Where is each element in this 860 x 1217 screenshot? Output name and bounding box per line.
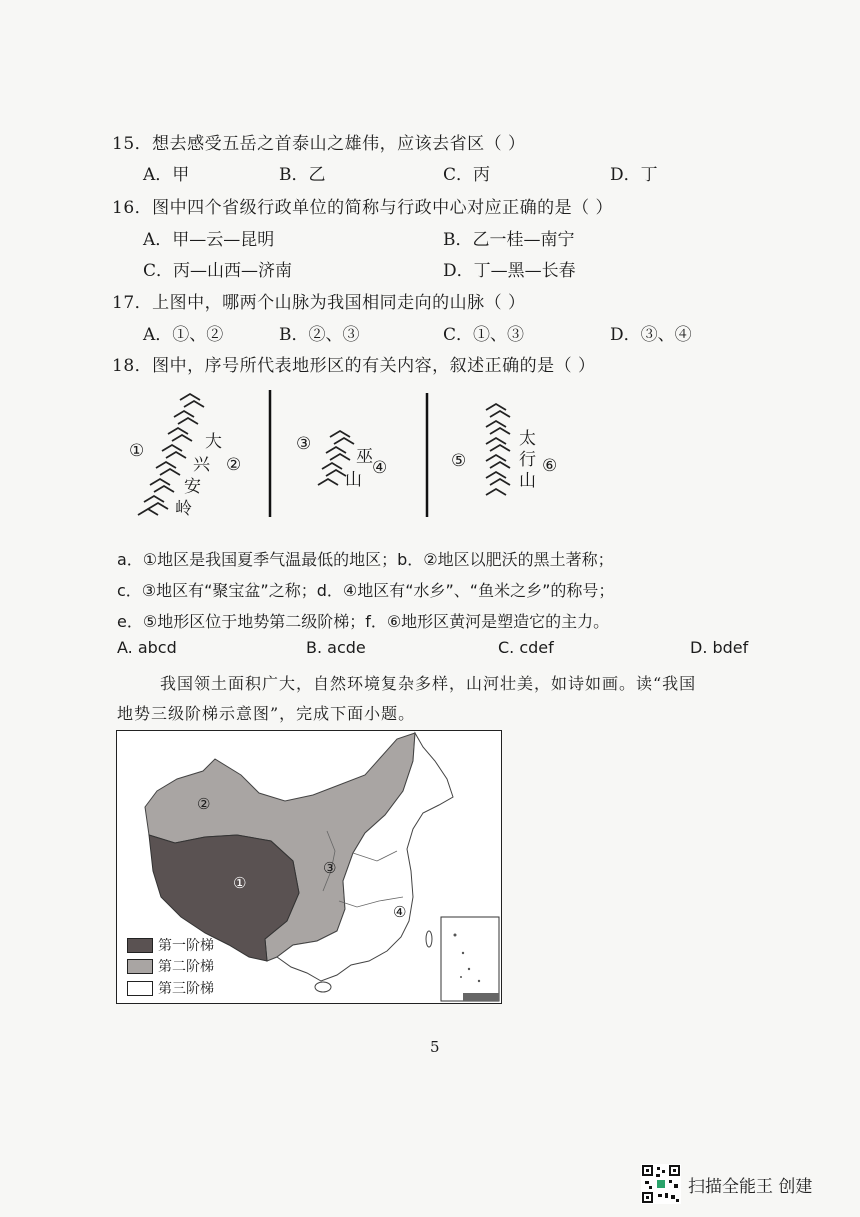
map-marker-2: ② [197,795,211,813]
label-an: 安 [184,477,201,497]
map-marker-1: ① [233,874,247,892]
label-wu: 巫 [356,447,373,467]
q15-option-c: C．丙 [443,165,491,185]
legend-swatch-step2 [127,959,153,974]
q18-statement-ef: e．⑤地形区位于地势第二级阶梯；f．⑥地形区黄河是塑造它的主力。 [117,612,610,631]
label-shan-1: 山 [345,470,362,490]
q17-option-d: D．③、④ [610,325,692,345]
q18-statement-ab: a．①地区是我国夏季气温最低的地区；b．②地区以肥沃的黑土著称； [117,550,614,569]
legend-label-step3: 第三阶梯 [158,981,214,997]
map-marker-3: ③ [323,859,337,877]
q17-option-c: C．①、③ [443,325,525,345]
legend-swatch-step3 [127,981,153,996]
q18-stem: 18．图中，序号所代表地形区的有关内容，叙述正确的是（ ） [112,356,596,376]
map-marker-4: ④ [393,903,407,921]
marker-1: ① [129,441,145,461]
marker-4: ④ [372,458,388,478]
q16-option-d: D．丁—黑—长春 [443,261,576,281]
taiwan-island [426,931,432,947]
label-ling: 岭 [175,499,192,519]
legend-item-step3 [127,977,214,999]
hainan-island [315,982,331,992]
mountain-ridge-3 [486,404,510,495]
q15-option-d: D．丁 [610,165,658,185]
terrain-steps-map [116,730,502,1004]
q15-option-a: A．甲 [143,165,190,185]
q15-option-b: B．乙 [279,165,326,185]
map-legend [127,935,214,999]
q17-stem: 17．上图中，哪两个山脉为我国相同走向的山脉（ ） [112,293,526,313]
marker-6: ⑥ [542,456,558,476]
q18-option-a: A. abcd [117,638,177,657]
q16-option-b: B．乙一桂—南宁 [443,230,575,250]
q15-stem: 15．想去感受五岳之首泰山之雄伟，应该去省区（ ） [112,134,526,154]
marker-5: ⑤ [451,451,467,471]
map-stamp [463,993,499,1001]
marker-2: ② [226,455,242,475]
intro-line-2: 地势三级阶梯示意图”，完成下面小题。 [117,704,416,723]
legend-label-step1: 第一阶梯 [158,938,214,954]
q18-option-c: C. cdef [498,638,554,657]
legend-item-step1 [127,935,214,955]
q18-option-d: D. bdef [690,638,749,657]
q16-option-c: C．丙—山西—济南 [143,261,293,281]
q16-option-a: A．甲—云—昆明 [143,230,275,250]
q18-option-b: B. acde [306,638,366,657]
qr-code-icon [641,1164,681,1204]
page-number: 5 [430,1038,440,1056]
label-shan-2: 山 [519,471,536,491]
legend-item-step2 [127,955,214,977]
q17-option-a: A．①、② [143,325,224,345]
q16-stem: 16．图中四个省级行政单位的简称与行政中心对应正确的是（ ） [112,198,614,218]
legend-swatch-step1 [127,938,153,953]
label-xing: 兴 [193,455,210,475]
label-tai: 太 [519,429,536,449]
intro-line-1: 我国领土面积广大，自然环境复杂多样，山河壮美，如诗如画。读“我国 [160,674,697,693]
footer-brand-text: 扫描全能王 创建 [688,1177,813,1197]
q17-option-b: B．②、③ [279,325,360,345]
south-sea-inset [441,917,499,1001]
label-hang: 行 [519,450,536,470]
legend-label-step2: 第二阶梯 [158,959,214,975]
q18-statement-cd: c．③地区有“聚宝盆”之称；d．④地区有“水乡”、“鱼米之乡”的称号； [117,581,615,600]
label-da: 大 [205,432,222,452]
marker-3: ③ [296,434,312,454]
